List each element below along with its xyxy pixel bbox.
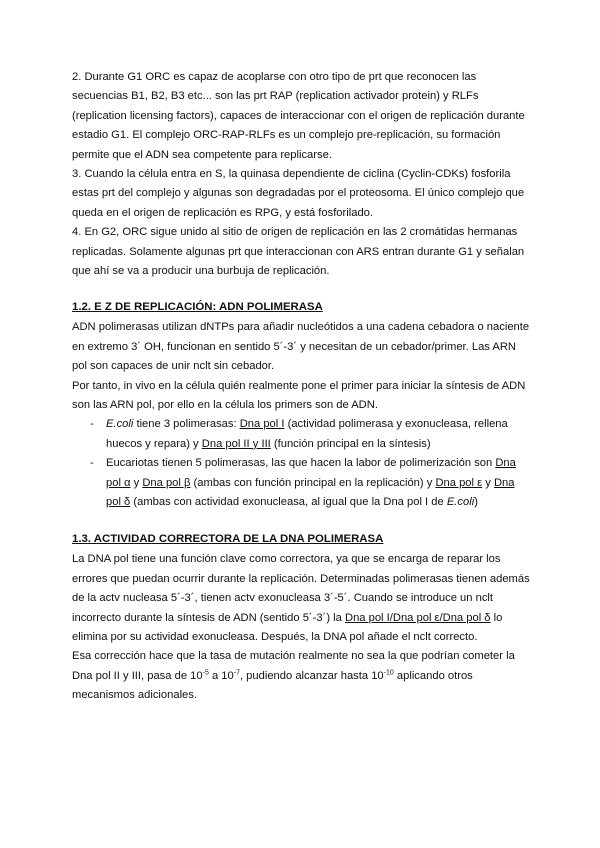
paragraph-step-2: 2. Durante G1 ORC es capaz de acoplarse con otro tipo de prt que reconocen las secuencias B1, B2, B3 etc... son las prt RAP (replication activador protein) y RLFs (replication licensing factors), capaces de interaccionar con el origen de replicación durante estadio G1. El complejo ORC-RAP-RLFs es un complejo pre-replicación, su formación permite que el ADN sea competente para replicarse. (72, 71, 525, 161)
list-dash: - (90, 457, 94, 470)
text-span: (actividad polimerasa y exonucleasa, rellena huecos y repara) y (106, 418, 508, 450)
paragraph-step-3: 3. Cuando la célula entra en S, la quinasa dependiente de ciclina (Cyclin-CDKs) fosforila estas prt del complejo y algunas son degradadas por el proteosoma. El único complejo que queda en el origen de replicación es RPG, y está fosforilado. (72, 168, 525, 219)
exponent: -7 (233, 669, 240, 677)
text-span: y (482, 476, 494, 489)
text-span: (función principal en la síntesis) (270, 437, 431, 450)
intro-block (72, 68, 532, 281)
text-span: aplicando otros mecanismos adicionales. (72, 669, 473, 702)
list-item-eucariotas (72, 454, 532, 512)
text-span: ) (474, 496, 478, 509)
text-span: , pudiendo alcanzar hasta 10 (239, 669, 384, 682)
paragraph-por-tanto: Por tanto, in vivo en la célula quién realmente pone el primer para iniciar la síntesis de ADN son las ARN pol, por ello en la célula los primers son de ADN. (72, 379, 526, 412)
paragraph-step-4: 4. En G2, ORC sigue unido al sitio de origen de replicación en las 2 cromátidas hermanas replicadas. Solamente algunas prt que interaccionan con ARS entran durante G1 y señalan que ahí se va a producir una burbuja de replicación. (72, 226, 525, 278)
link-dna-pol-epsilon: Dna pol ε (435, 476, 483, 489)
link-dna-pol-ii-iii: Dna pol II y III (201, 437, 271, 450)
section-heading-1-3: 1.3. ACTIVIDAD CORRECTORA DE LA DNA POLIMERASA (72, 533, 384, 545)
text-span: (ambas con función principal en la replicación) y (190, 476, 436, 489)
text-span: tiene 3 polimerasas: (133, 418, 240, 431)
link-dna-pol-beta: Dna pol β (142, 476, 191, 489)
organism-name: E.coli (106, 418, 134, 431)
link-dna-pols: Dna pol I/Dna pol ε/Dna pol δ (344, 611, 491, 624)
text-span: Eucariotas tienen 5 polimerasas, las que hacen la labor de polimerización son (106, 457, 496, 470)
text-span: y (130, 476, 143, 489)
organism-name: E.coli (446, 496, 475, 509)
polymerase-list (72, 415, 532, 512)
text-span: a 10 (208, 669, 234, 682)
exponent: -5 (202, 669, 209, 677)
text-span: Esa corrección hace que la tasa de mutación realmente no sea la que podrían cometer la Dna pol II y III, pasa de 10 (72, 650, 515, 682)
link-dna-pol-alpha: Dna pol α (106, 457, 516, 489)
text-span: La DNA pol tiene una función clave como correctora, ya que se encarga de reparar los errores que puedan ocurrir durante la replicación. Determinadas polimerasas tienen además de la actv nucleasa 5´-3´, tienen actv exonucleasa 3´-5´. Cuando se introduce un nclt incorrecto durante la síntesis de ADN (sentido 5´-3´) la (72, 553, 530, 624)
section-1-3 (72, 530, 532, 706)
section-1-2 (72, 298, 532, 512)
link-dna-pol-delta: Dna pol δ (106, 476, 515, 509)
text-span: (ambas con actividad exonucleasa, al igual que la Dna pol I de (130, 496, 447, 509)
exponent: -10 (383, 669, 394, 677)
paragraph-adn-polimerasas: ADN polimerasas utilizan dNTPs para añadir nucleótidos a una cadena cebadora o naciente en extremo 3´ OH, funcionan en sentido 5´-3´ y necesitan de un cebador/primer. Las ARN pol son capaces de unir nclt sin cebador. (72, 321, 530, 373)
list-dash: - (90, 418, 94, 431)
link-dna-pol-i: Dna pol I (239, 418, 285, 431)
paragraph-actividad-correctora (72, 550, 532, 647)
paragraph-tasa-mutacion (72, 647, 532, 705)
text-span: lo elimina por su actividad exonucleasa. Después, la DNA pol añade el nclt correcto. (72, 611, 503, 644)
section-heading-1-2: 1.2. E Z DE REPLICACIÓN: ADN POLIMERASA (72, 301, 323, 313)
list-item-ecoli (72, 415, 532, 454)
